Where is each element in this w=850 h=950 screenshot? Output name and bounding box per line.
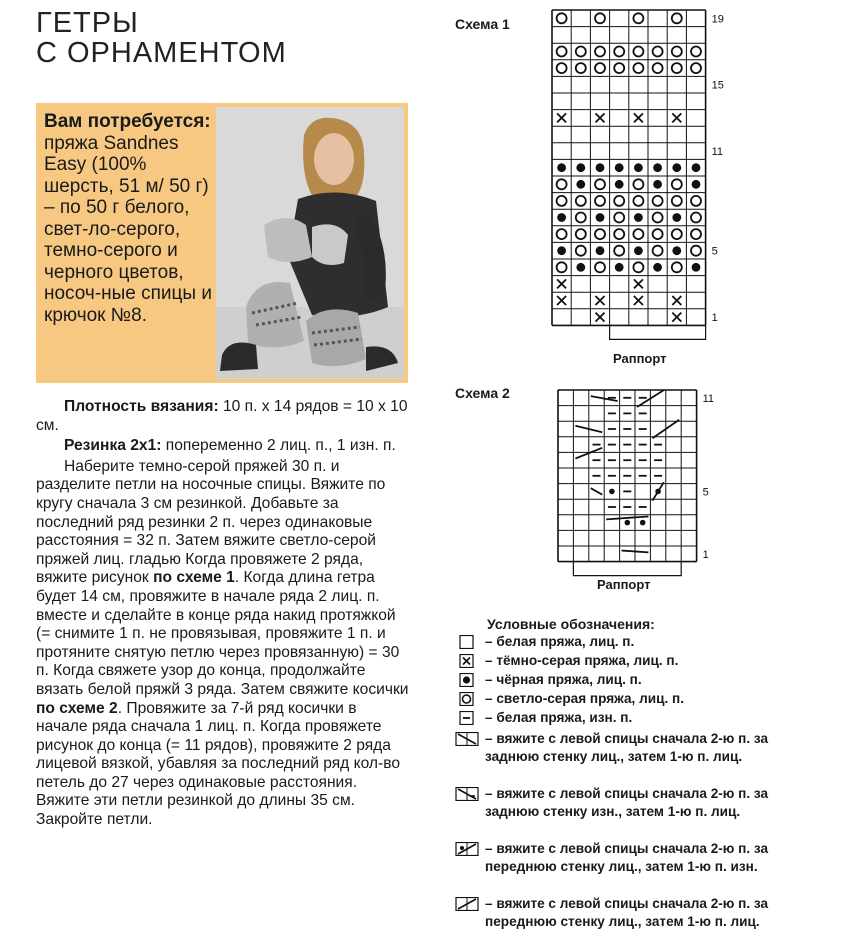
- purl-dot-stitch: [609, 489, 615, 495]
- legend-item: [455, 633, 825, 651]
- legend-text: – белая пряжа, изн. п.: [485, 710, 633, 725]
- legend-item: [455, 709, 825, 727]
- supplies-body: пряжа Sandnes Easy (100% шерсть, 51 м/ 50 г) – по 50 г белого, свет-ло-серого, темно-серого и черного цветов, носоч-ные спицы и крючок №8.: [44, 132, 212, 326]
- light-grey-stitch: [653, 229, 663, 239]
- dark-grey-cross-icon: [455, 654, 479, 668]
- legend-item: [455, 895, 825, 932]
- legend-item: [455, 840, 825, 877]
- legend-item: [455, 652, 825, 670]
- black-stitch: [576, 163, 585, 172]
- scheme1-rapport-label: Раппорт: [613, 351, 667, 366]
- black-stitch: [615, 263, 624, 272]
- legend-text: – вяжите с левой спицы сначала 2-ю п. за заднюю стенку лиц., затем 1-ю п. лиц.: [485, 731, 769, 765]
- legend-text: – вяжите с левой спицы сначала 2-ю п. за переднюю стенку лиц., затем 1-ю п. лиц.: [485, 896, 769, 930]
- light-grey-stitch: [557, 63, 567, 73]
- light-grey-stitch: [576, 246, 586, 256]
- rib-text: попеременно 2 лиц. п., 1 изн. п.: [161, 437, 396, 455]
- white-square-icon: [455, 635, 479, 649]
- purl-dot-stitch: [640, 520, 646, 526]
- light-grey-stitch: [691, 213, 701, 223]
- black-stitch: [692, 163, 701, 172]
- light-grey-stitch: [653, 63, 663, 73]
- legend-item: [455, 690, 825, 708]
- scheme1-reference: по схеме 1: [153, 569, 235, 587]
- density-text: 10 п. х 14 рядов = 10 х 10 см.: [36, 398, 408, 434]
- light-grey-stitch: [595, 179, 605, 189]
- light-grey-stitch: [595, 196, 605, 206]
- black-dot-icon: [455, 673, 479, 687]
- black-stitch: [596, 163, 605, 172]
- light-grey-stitch: [576, 213, 586, 223]
- light-grey-stitch: [653, 47, 663, 57]
- cross-back-knit-icon: [455, 732, 479, 746]
- row-number: 19: [711, 13, 724, 26]
- scheme2-reference: по схеме 2: [36, 699, 118, 717]
- light-grey-stitch: [672, 13, 682, 23]
- scheme1-label: Схема 1: [455, 16, 510, 32]
- light-grey-stitch: [691, 196, 701, 206]
- dark-grey-stitch: [634, 113, 643, 122]
- legend-text: – белая пряжа, лиц. п.: [485, 634, 635, 649]
- light-grey-stitch: [672, 229, 682, 239]
- black-stitch: [596, 246, 605, 255]
- light-grey-stitch: [672, 47, 682, 57]
- row-number: 5: [711, 245, 718, 258]
- legend-title: Условные обозначения:: [487, 616, 655, 632]
- black-stitch: [692, 263, 701, 272]
- light-grey-stitch: [576, 63, 586, 73]
- light-grey-stitch: [557, 196, 567, 206]
- black-stitch: [653, 163, 662, 172]
- black-stitch: [576, 263, 585, 272]
- cable-stitch: [591, 488, 602, 494]
- black-stitch: [615, 180, 624, 189]
- black-stitch: [557, 163, 566, 172]
- main-text-1: Наберите темно-серой пряжей 30 п. и разделите петли на носочные спицы. Вяжите по кругу сначала 3 см резинкой. Добавьте за последний ряд резинки 2 п. через одинаковые расстояния = 32 п. Затем вяжите светло-серой пряжей лиц. гладью Когда провяжете 2 ряда, вяжите рисунок: [36, 457, 386, 587]
- row-number: 1: [711, 312, 718, 325]
- light-grey-stitch: [614, 229, 624, 239]
- scheme2-rapport-label: Раппорт: [597, 577, 651, 592]
- legend-text: – чёрная пряжа, лиц. п.: [485, 672, 642, 687]
- light-grey-stitch: [595, 63, 605, 73]
- legend-text: – вяжите с левой спицы сначала 2-ю п. за переднюю стенку лиц., затем 1-ю п. изн.: [485, 841, 769, 875]
- light-grey-stitch: [557, 13, 567, 23]
- dark-grey-stitch: [634, 279, 643, 288]
- cable-stitch: [622, 551, 649, 553]
- dark-grey-stitch: [672, 113, 681, 122]
- light-grey-stitch: [614, 47, 624, 57]
- light-grey-stitch: [653, 246, 663, 256]
- rib-label: Резинка 2х1:: [64, 437, 162, 455]
- light-grey-stitch: [633, 63, 643, 73]
- density-label: Плотность вязания:: [64, 398, 219, 415]
- light-grey-stitch: [557, 179, 567, 189]
- row-number: 11: [702, 392, 715, 405]
- legend-item: [455, 730, 825, 767]
- black-stitch: [557, 213, 566, 222]
- dark-grey-stitch: [596, 296, 605, 305]
- black-stitch: [576, 180, 585, 189]
- light-grey-stitch: [557, 229, 567, 239]
- light-grey-stitch: [576, 229, 586, 239]
- black-stitch: [672, 213, 681, 222]
- light-grey-stitch: [633, 179, 643, 189]
- purl-dot-stitch: [625, 520, 631, 526]
- dark-grey-stitch: [634, 296, 643, 305]
- light-grey-stitch: [614, 213, 624, 223]
- dark-grey-stitch: [557, 279, 566, 288]
- light-grey-stitch: [691, 246, 701, 256]
- cable-stitch: [652, 482, 663, 500]
- light-grey-stitch: [653, 213, 663, 223]
- cross-front-knit-icon: [455, 897, 479, 911]
- black-stitch: [672, 246, 681, 255]
- black-stitch: [634, 213, 643, 222]
- light-grey-stitch: [614, 196, 624, 206]
- light-grey-stitch: [614, 246, 624, 256]
- light-grey-stitch: [672, 63, 682, 73]
- dark-grey-stitch: [672, 296, 681, 305]
- rapport-bracket: [610, 325, 706, 339]
- dark-grey-stitch: [596, 113, 605, 122]
- row-number: 5: [702, 486, 709, 499]
- legend-item: [455, 785, 825, 822]
- main-text-2: . Когда длина гетра будет 14 см, провяжите в начале ряда 2 лиц. п. вместе и сделайте в конце ряда накид протяжкой (= снимите 1 п. не провязывая, провяжите 1 п. и протяните снятую петлю через провязанную) = 30 п. Когда свяжете узор до конца, продолжайте вязать белой пряжй 3 ряда. Затем свяжите косички: [36, 569, 409, 698]
- light-grey-stitch: [576, 47, 586, 57]
- main-text-3: . Провяжите за 7-й ряд косички в начале ряда сначала 1 лиц. п. Когда провяжете рисунок до конца (= 11 рядов), провяжите 2 ряда лицевой вязкой, убавляя за последний ряд кол-во петель до 27 через одинаковые расстояния. Вяжите эти петли резинкой до длины 35 см. Закройте петли.: [36, 699, 401, 829]
- light-grey-stitch: [691, 229, 701, 239]
- scheme2-label: Схема 2: [455, 385, 510, 401]
- dark-grey-stitch: [557, 113, 566, 122]
- light-grey-stitch: [557, 47, 567, 57]
- light-grey-circle-icon: [455, 692, 479, 706]
- black-stitch: [692, 180, 701, 189]
- row-number: 11: [711, 146, 724, 159]
- light-grey-stitch: [633, 13, 643, 23]
- title-line-1: ГЕТРЫ: [36, 7, 139, 39]
- light-grey-stitch: [557, 262, 567, 272]
- light-grey-stitch: [691, 47, 701, 57]
- light-grey-stitch: [672, 262, 682, 272]
- light-grey-stitch: [633, 262, 643, 272]
- legend-item: [455, 671, 825, 689]
- light-grey-stitch: [576, 196, 586, 206]
- light-grey-stitch: [633, 196, 643, 206]
- legend-text: – тёмно-серая пряжа, лиц. п.: [485, 653, 679, 668]
- purl-dash-icon: [455, 711, 479, 725]
- light-grey-stitch: [595, 47, 605, 57]
- row-number: 15: [711, 79, 724, 92]
- supplies-heading: Вам потребуется:: [44, 111, 211, 132]
- light-grey-stitch: [633, 229, 643, 239]
- scheme1-grid: [552, 10, 706, 325]
- light-grey-stitch: [672, 196, 682, 206]
- cable-stitch: [606, 516, 648, 519]
- light-grey-stitch: [691, 63, 701, 73]
- light-grey-stitch: [595, 229, 605, 239]
- cross-front-purl-icon: [455, 842, 479, 856]
- light-grey-stitch: [595, 262, 605, 272]
- black-stitch: [634, 246, 643, 255]
- black-stitch: [653, 263, 662, 272]
- black-stitch: [653, 180, 662, 189]
- black-stitch: [615, 163, 624, 172]
- row-number: 1: [702, 548, 709, 561]
- cross-back-purl-icon: [455, 787, 479, 801]
- legend-text: – светло-серая пряжа, лиц. п.: [485, 691, 684, 706]
- dark-grey-stitch: [596, 313, 605, 322]
- light-grey-stitch: [595, 13, 605, 23]
- black-stitch: [672, 163, 681, 172]
- dark-grey-stitch: [557, 296, 566, 305]
- light-grey-stitch: [653, 196, 663, 206]
- black-stitch: [596, 213, 605, 222]
- rapport-bracket: [573, 562, 681, 576]
- light-grey-stitch: [614, 63, 624, 73]
- dark-grey-stitch: [672, 313, 681, 322]
- light-grey-stitch: [672, 179, 682, 189]
- light-grey-stitch: [633, 47, 643, 57]
- title-line-2: С ОРНАМЕНТОМ: [36, 37, 287, 69]
- black-stitch: [634, 163, 643, 172]
- black-stitch: [557, 246, 566, 255]
- legend-text: – вяжите с левой спицы сначала 2-ю п. за заднюю стенку изн., затем 1-ю п. лиц.: [485, 786, 769, 820]
